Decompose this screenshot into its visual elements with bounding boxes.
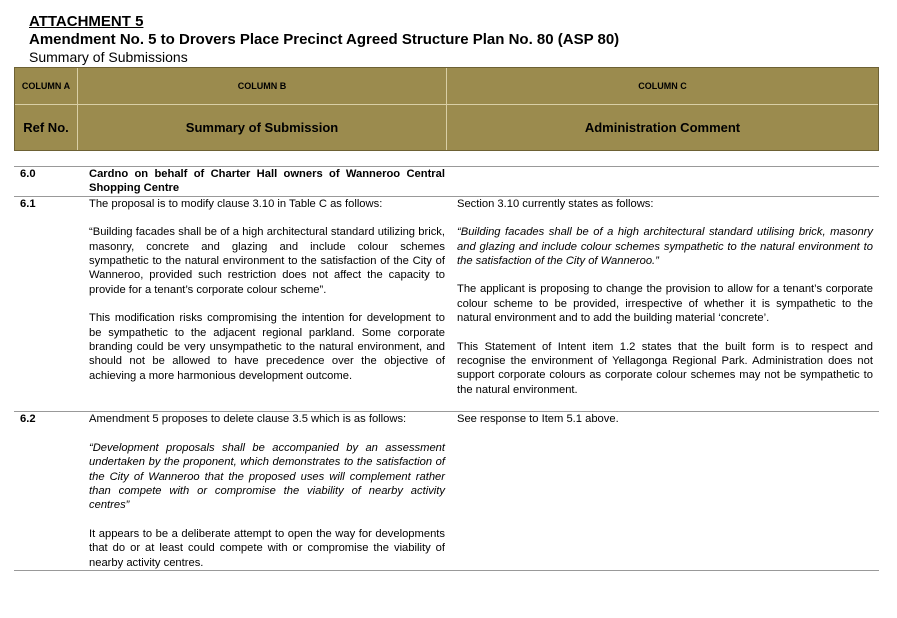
submitter-heading: Cardno on behalf of Charter Hall owners of Wanneroo Central Shopping Centre [89,168,445,195]
table-row [14,412,879,571]
column-header-band [14,67,879,151]
submission-paragraph: The proposal is to modify clause 3.10 in Table C as follows: [89,197,383,210]
submission-paragraph: It appears to be a deliberate attempt to open the way for developments that do or at least could compete with or compromise the viability of nearby activity centres. [89,527,445,569]
table-row [14,196,879,411]
column-b-caption: COLUMN B [77,68,446,104]
ref-no-header: Ref No. [23,119,69,135]
comment-text [451,412,879,571]
comment-text [451,196,879,411]
comment-paragraph: The applicant is proposing to change the provision to allow for a tenant’s corporate colour scheme to be provided, irrespective of whether it is sympathetic to the natural environment and to add the building material ‘concrete’. [457,283,873,325]
comment-paragraph: Section 3.10 currently states as follows: [457,197,654,210]
comment-paragraph: This Statement of Intent item 1.2 states that the built form is to respect and recognise the environment of Yellagonga Regional Park. Administration does not support corporate colours as corporate colour schemes may not be sympathetic to the natural environment. [457,340,873,396]
submissions-table [14,166,879,571]
admin-comment-header: Administration Comment [446,104,878,150]
column-a-caption: COLUMN A [21,81,71,91]
submission-paragraph: “Development proposals shall be accompanied by an assessment undertaken by the proponent, which demonstrates to the satisfaction of the City of Wanneroo that the proposed uses will complement rather than compete with or compromise the viability of nearby activity centres” [89,441,445,512]
amendment-title: Amendment No. 5 to Drovers Place Precinct Agreed Structure Plan No. 80 (ASP 80) [29,31,620,48]
submission-text [83,196,451,411]
submission-text [83,167,451,197]
ref-number: 6.2 [14,412,83,571]
comment-paragraph: “Building facades shall be of a high architectural standard utilising brick, masonry and glazing and include colour schemes sympathetic to the natural environment to the satisfaction of the City of Wanneroo.” [457,226,873,268]
submission-paragraph: Amendment 5 proposes to delete clause 3.5 which is as follows: [89,413,407,426]
submission-text [83,412,451,571]
summary-subtitle: Summary of Submissions [29,49,188,65]
submission-paragraph: “Building facades shall be of a high architectural standard utilizing brick, masonry, concrete and glazing and include colour schemes sympathetic to the natural environment to the satisfaction of the City of Wanneroo, provided such restriction does not affect the capacity to provide for a tenant’s corporate colour scheme”. [89,226,445,296]
ref-number: 6.1 [14,196,83,411]
table-row [14,167,879,197]
comment-paragraph: See response to Item 5.1 above. [457,413,619,426]
summary-header: Summary of Submission [77,104,446,150]
attachment-title: ATTACHMENT 5 [29,13,144,30]
column-c-caption: COLUMN C [446,68,878,104]
document-header [29,13,619,66]
comment-text [451,167,879,197]
ref-number: 6.0 [14,167,83,197]
submission-paragraph: This modification risks compromising the intention for development to be sympathetic to the adjacent regional parkland. Some corporate branding could be very unsympathetic to the natural environment, and should not be allowed to have precedence over the objective of achieving a more harmonious development outcome. [89,312,445,382]
